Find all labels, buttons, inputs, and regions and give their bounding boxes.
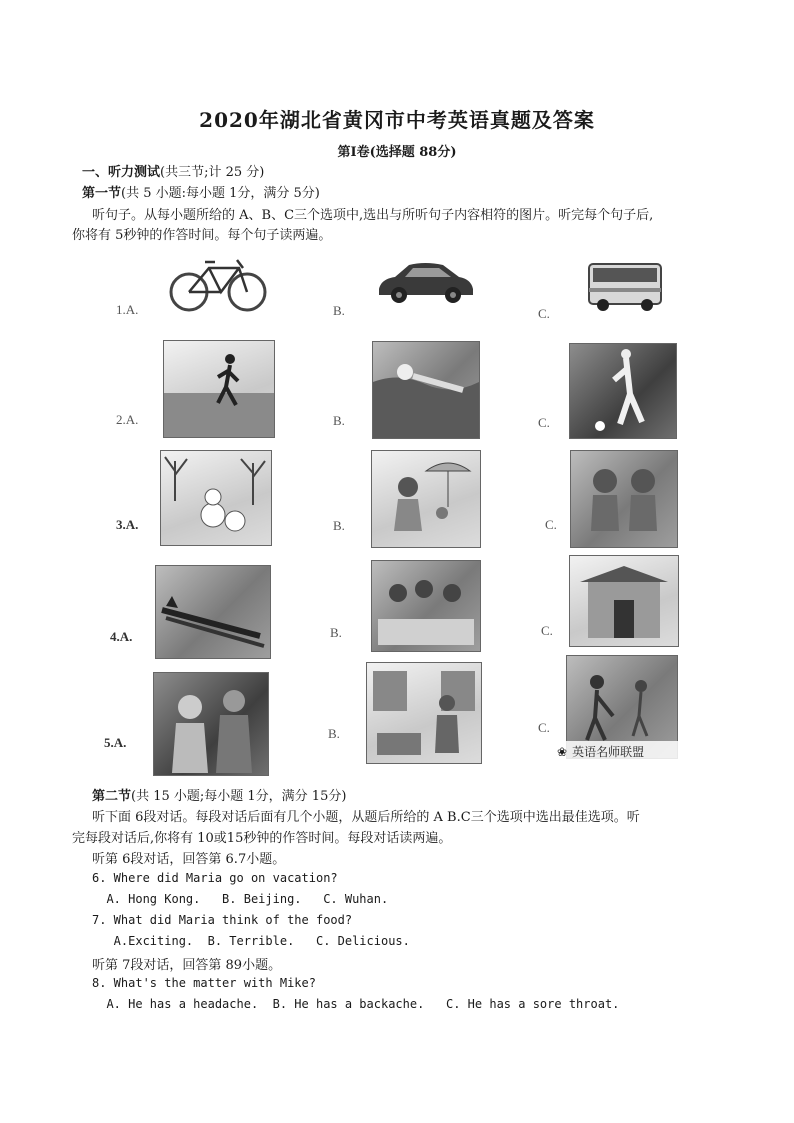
- row5-label-b: B.: [328, 726, 340, 741]
- page-title: 2020年湖北省黄冈市中考英语真题及答案: [199, 108, 595, 132]
- watermark: [557, 741, 679, 759]
- part1-heading: [82, 161, 264, 180]
- part1-note: (共三节;计 25 分): [160, 165, 265, 180]
- bicycle-image[interactable]: [165, 252, 271, 314]
- part1-title: 一、听力测试: [82, 165, 161, 180]
- room-cleaning-photo[interactable]: [366, 662, 482, 764]
- row4-label-b: B.: [330, 625, 342, 640]
- question-6-options: A. Hong Kong. B. Beijing. C. Wuhan.: [92, 892, 389, 906]
- question-6: 6. Where did Maria go on vacation?: [92, 871, 338, 885]
- section2-instructions-1: 听下面 6段对话。每段对话后面有几个小题，从题后所给的 A B.C三个选项中选出最佳选项。听: [92, 810, 640, 825]
- row4-label-c: C.: [541, 623, 553, 638]
- row5-label-c: C.: [538, 720, 550, 735]
- wechat-icon: ❀: [557, 745, 568, 759]
- soccer-photo[interactable]: [569, 343, 677, 439]
- watermark-text: 英语名师联盟: [572, 745, 645, 759]
- row1-label-a: 1.A.: [116, 302, 139, 317]
- row1-label-b: B.: [333, 303, 345, 318]
- running-photo[interactable]: [163, 340, 275, 438]
- row5-label-a: 5.A.: [104, 735, 127, 750]
- question-8: 8. What's the matter with Mike?: [92, 976, 316, 990]
- question-8-options: A. He has a headache. B. He has a backache. C. He has a sore throat.: [92, 997, 620, 1011]
- rain-umbrella-photo[interactable]: [371, 450, 481, 548]
- dialog6-intro: 听第 6段对话，回答第 6.7小题。: [92, 852, 286, 867]
- section1-note: (共 5 小题:每小题 1分，满分 5分): [121, 186, 320, 201]
- car-image[interactable]: [373, 255, 477, 307]
- row3-label-b: B.: [333, 518, 345, 533]
- section1-title: 第一节: [82, 186, 122, 201]
- row2-label-c: C.: [538, 415, 550, 430]
- elderly-people-photo[interactable]: [153, 672, 269, 776]
- section2-title: 第二节: [92, 789, 132, 804]
- row4-label-a: 4.A.: [110, 629, 133, 644]
- winter-snow-photo[interactable]: [160, 450, 272, 546]
- section2-heading: [92, 785, 346, 804]
- row2-label-b: B.: [333, 413, 345, 428]
- bus-image[interactable]: [585, 258, 665, 314]
- row3-label-a: 3.A.: [116, 517, 139, 532]
- row2-label-a: 2.A.: [116, 412, 139, 427]
- section1-heading: [82, 182, 320, 201]
- family-dinner-photo[interactable]: [371, 560, 481, 652]
- paper-subtitle: 第Ⅰ卷(选择题 88分): [337, 145, 457, 160]
- section1-instructions-1: 听句子。从每小题所给的 A、B、C三个选项中,选出与所听句子内容相符的图片。听完每个句子后,: [92, 208, 654, 223]
- section1-instructions-2: 你将有 5秒钟的作答时间。每个句子读两遍。: [72, 228, 332, 243]
- section2-note: (共 15 小题;每小题 1分，满分 15分): [131, 789, 347, 804]
- row3-label-c: C.: [545, 517, 557, 532]
- swimming-photo[interactable]: [372, 341, 480, 439]
- question-7-options: A.Exciting. B. Terrible. C. Delicious.: [92, 934, 410, 948]
- house-gate-photo[interactable]: [569, 555, 679, 647]
- dragon-boat-photo[interactable]: [155, 565, 271, 659]
- two-children-photo[interactable]: [570, 450, 678, 548]
- question-7: 7. What did Maria think of the food?: [92, 913, 353, 927]
- section2-instructions-2: 完每段对话后,你将有 10或15秒钟的作答时间。每段对话读两遍。: [72, 831, 452, 846]
- dialog7-intro: 听第 7段对话，回答第 89小题。: [92, 958, 282, 973]
- row1-label-c: C.: [538, 306, 550, 321]
